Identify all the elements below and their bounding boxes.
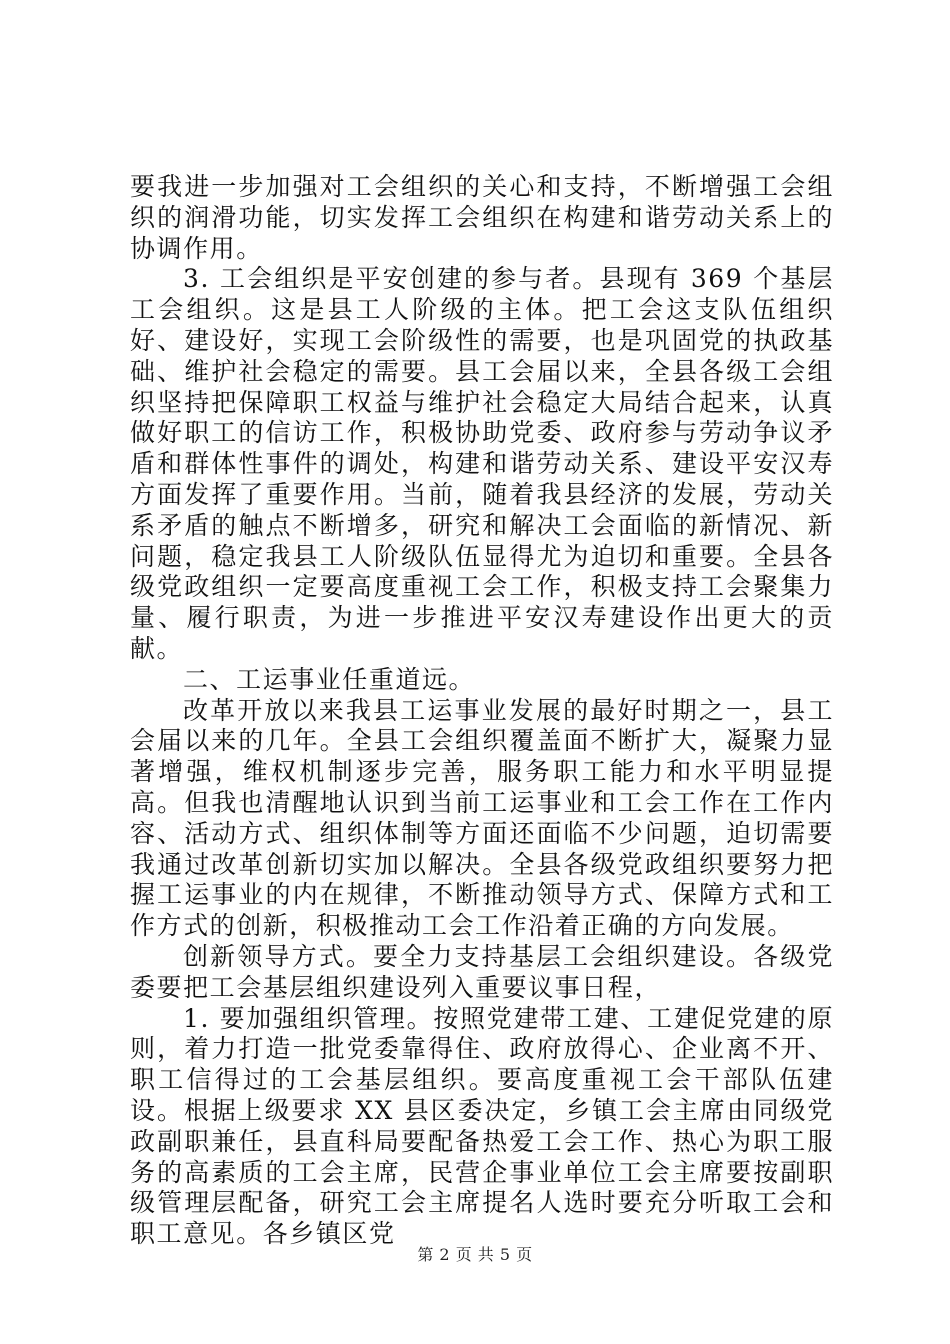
paragraph-4: 创新领导方式。要全力支持基层工会组织建设。各级党委要把工会基层组织建设列入重要议事日程， [130,941,834,1002]
document-body [130,172,834,1250]
section-heading: 二、工运事业任重道远。 [183,664,476,694]
page-number-footer: 第 2 页 共 5 页 [417,1245,533,1264]
paragraph-5: 1. 要加强组织管理。按照党建带工建、工建促党建的原则，着力打造一批党委靠得住、政府放得心、企业离不开、职工信得过的工会基层组织。要高度重视工会干部队伍建设。根据上级要求 XX 县区委决定，乡镇工会主席由同级党政副职兼任，县直科局要配备热爱工会工作、热心为职工服务的高素质的工会主席，民营企事业单位工会主席要按副职级管理层配备，研究工会主席提名人选时要充分听取工会和职工意见。各乡镇区党 [130,1003,834,1249]
paragraph-2: 3. 工会组织是平安创建的参与者。县现有 369 个基层工会组织。这是县工人阶级的主体。把工会这支队伍组织好、建设好，实现工会阶级性的需要，也是巩固党的执政基础、维护社会稳定的需要。县工会届以来，全县各级工会组织坚持把保障职工权益与维护社会稳定大局结合起来，认真做好职工的信访工作，积极协助党委、政府参与劳动争议矛盾和群体性事件的调处，构建和谐劳动关系、建设平安汉寿方面发挥了重要作用。当前，随着我县经济的发展，劳动关系矛盾的触点不断增多，研究和解决工会面临的新情况、新问题，稳定我县工人阶级队伍显得尤为迫切和重要。全县各级党政组织一定要高度重视工会工作，积极支持工会聚集力量、履行职责，为进一步推进平安汉寿建设作出更大的贡献。 [130,264,834,663]
paragraph-3: 改革开放以来我县工运事业发展的最好时期之一，县工会届以来的几年。全县工会组织覆盖面不断扩大，凝聚力显著增强，维权机制逐步完善，服务职工能力和水平明显提高。但我也清醒地认识到当前工运事业和工会工作在工作内容、活动方式、组织体制等方面还面临不少问题，迫切需要我通过改革创新切实加以解决。全县各级党政组织要努力把握工运事业的内在规律，不断推动领导方式、保障方式和工作方式的创新，积极推动工会工作沿着正确的方向发展。 [130,695,834,941]
paragraph-1: 要我进一步加强对工会组织的关心和支持，不断增强工会组织的润滑功能，切实发挥工会组织在构建和谐劳动关系上的协调作用。 [130,172,834,263]
